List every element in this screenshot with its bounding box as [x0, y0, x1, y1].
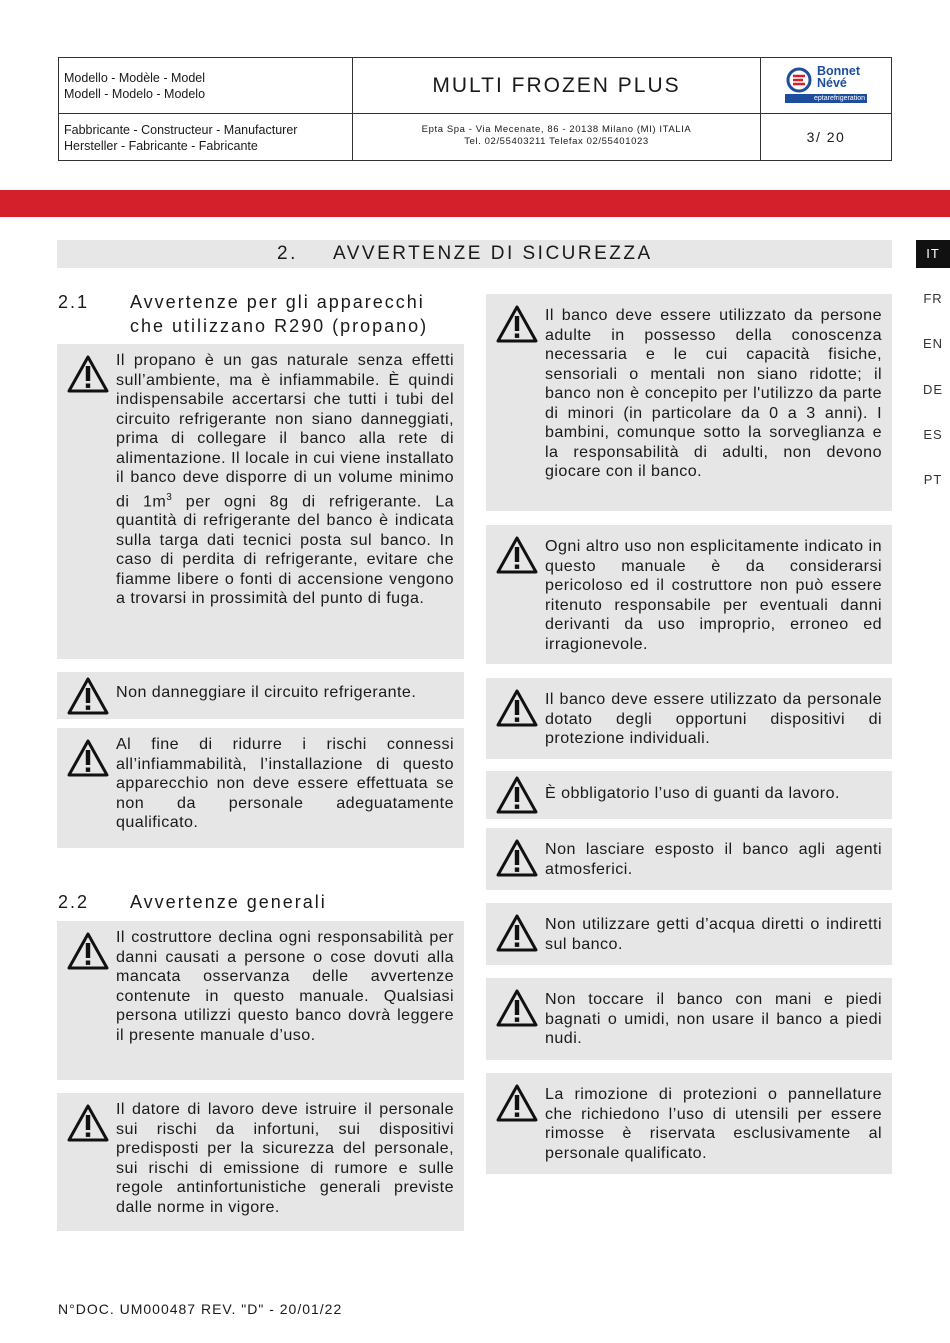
warning-text: Non toccare il banco con mani e piedi bagnati o umidi, non usare il banco a piedi nudi. — [545, 990, 882, 1047]
manufacturer-address: Epta Spa - Via Mecenate, 86 - 20138 Milano (MI) ITALIA Tel. 02/55403211 Telefax 02/55401023 — [353, 114, 761, 160]
warning-text: Il propano è un gas naturale senza effetti sull’ambiente, ma è infiammabile. È quindi indispensabile accertarsi che tutti i tubi del circuito refrigerante non siano danneggiati, prima di collegare il banco alla rete di alimentazione. Il locale in cui viene installato il banco deve disporre di un volume minimo di $1m^3$ per ogni 8g di refrigerante. La quantità di refrigerante del banco è indicata sulla targa dati tecnici posta sul banco. In caso di perdita di refrigerante, evitare che fiamme libere o fonti di accensione vengono a trovarsi in prossimità del punto di fuga. — [116, 351, 455, 608]
warning-text: Il banco deve essere utilizzato da personale dotato degli opportuni dispositivi di protezione individuali. — [545, 690, 882, 747]
warning-box — [57, 672, 464, 719]
warning-triangle-icon — [495, 535, 539, 575]
section-2-2-heading: 2.2 Avvertenze generali — [58, 892, 327, 912]
lang-tab-es[interactable]: ES — [923, 427, 943, 442]
model-label: Modello - Modèle - Model Modell - Modelo - Modelo — [59, 58, 353, 114]
warning-box — [57, 1093, 464, 1231]
warning-text: Il banco deve essere utilizzato da persone adulte in possesso della conoscenza necessaria e le cui capacità fisiche, sensoriali o mentali non siano ridotte; il banco non è concepito per l'utilizzo da parte di minori (in particolare da 0 a 3 anni). I bambini, comunque sotto la sorveglianza e la responsabilità di adulti, non devono giocare con il banco. — [545, 306, 882, 480]
bonnet-neve-logo: Bonnet Névé eptarefrigeration — [785, 66, 867, 104]
red-band — [0, 190, 950, 217]
warning-text: Al fine di ridurre i rischi connessi all’infiammabilità, l’installazione di questo apparecchio non deve essere effettuata se non da personale adeguatamente qualificato. — [116, 735, 454, 831]
chapter-title: 2. AVVERTENZE DI SICUREZZA — [57, 240, 892, 268]
warning-triangle-icon — [66, 1103, 110, 1143]
warning-text: Il datore di lavoro deve istruire il personale sui rischi da infortuni, sui dispositivi predisposti per la sicurezza del personale, sui rischi di emissione di rumore e sulle regole antinfortunistiche generali previste dalle norme in vigore. — [116, 1100, 454, 1216]
product-title: MULTI FROZEN PLUS — [353, 58, 761, 114]
warning-box — [57, 921, 464, 1080]
warning-triangle-icon — [495, 988, 539, 1028]
header-table — [58, 57, 892, 161]
warning-text: Ogni altro uso non esplicitamente indicato in questo manuale è da considerarsi pericoloso ed il costruttore non può essere ritenuto responsabile per eventuali danni derivanti da uso improprio, erroneo ed irragionevole. — [545, 537, 882, 653]
warning-box — [57, 728, 464, 848]
warning-box — [486, 294, 892, 511]
warning-box — [486, 678, 892, 759]
warning-box — [486, 903, 892, 965]
warning-triangle-icon — [495, 1083, 539, 1123]
warning-triangle-icon — [495, 913, 539, 953]
warning-triangle-icon — [66, 931, 110, 971]
warning-box — [486, 1073, 892, 1174]
warning-box — [486, 771, 892, 819]
section-2-1-heading: 2.1 Avvertenze per gli apparecchi che utilizzano R290 (propano) — [58, 292, 429, 336]
warning-box — [486, 525, 892, 664]
warning-box — [57, 344, 464, 659]
warning-text: Il costruttore declina ogni responsabilità per danni causati a persone o cose dovuti alla mancata osservanza delle avvertenze contenute in questo manuale. Qualsiasi persona utilizzi questo banco dovrà leggere il presente manuale d’uso. — [116, 928, 454, 1044]
warning-text: La rimozione di protezioni o pannellature che richiedono l’uso di utensili per essere rimosse è riservata esclusivamente al personale qualificato. — [545, 1085, 882, 1162]
warning-triangle-icon — [66, 676, 110, 716]
warning-text: Non lasciare esposto il banco agli agenti atmosferici. — [545, 840, 882, 878]
lang-tab-fr[interactable]: FR — [923, 291, 943, 306]
lang-tab-it[interactable]: IT — [916, 240, 950, 268]
warning-triangle-icon — [495, 838, 539, 878]
lang-tab-de[interactable]: DE — [922, 382, 944, 397]
warning-triangle-icon — [66, 354, 110, 394]
warning-box — [486, 828, 892, 890]
lang-tab-pt[interactable]: PT — [923, 472, 943, 487]
warning-triangle-icon — [495, 775, 539, 815]
warning-triangle-icon — [495, 688, 539, 728]
warning-text: È obbligatorio l’uso di guanti da lavoro. — [545, 784, 840, 802]
logo-cell — [761, 58, 891, 114]
page-number: 3/ 20 — [806, 129, 846, 145]
warning-triangle-icon — [66, 738, 110, 778]
warning-triangle-icon — [495, 304, 539, 344]
warning-box — [486, 978, 892, 1060]
warning-text: Non danneggiare il circuito refrigerante. — [116, 683, 417, 701]
manufacturer-label: Fabbricante - Constructeur - Manufacturer Hersteller - Fabricante - Fabricante — [59, 114, 353, 160]
document-footer: N°DOC. UM000487 REV. "D" - 20/01/22 — [58, 1301, 343, 1317]
warning-text: Non utilizzare getti d’acqua diretti o indiretti sul banco. — [545, 915, 882, 953]
lang-tab-en[interactable]: EN — [922, 336, 944, 351]
